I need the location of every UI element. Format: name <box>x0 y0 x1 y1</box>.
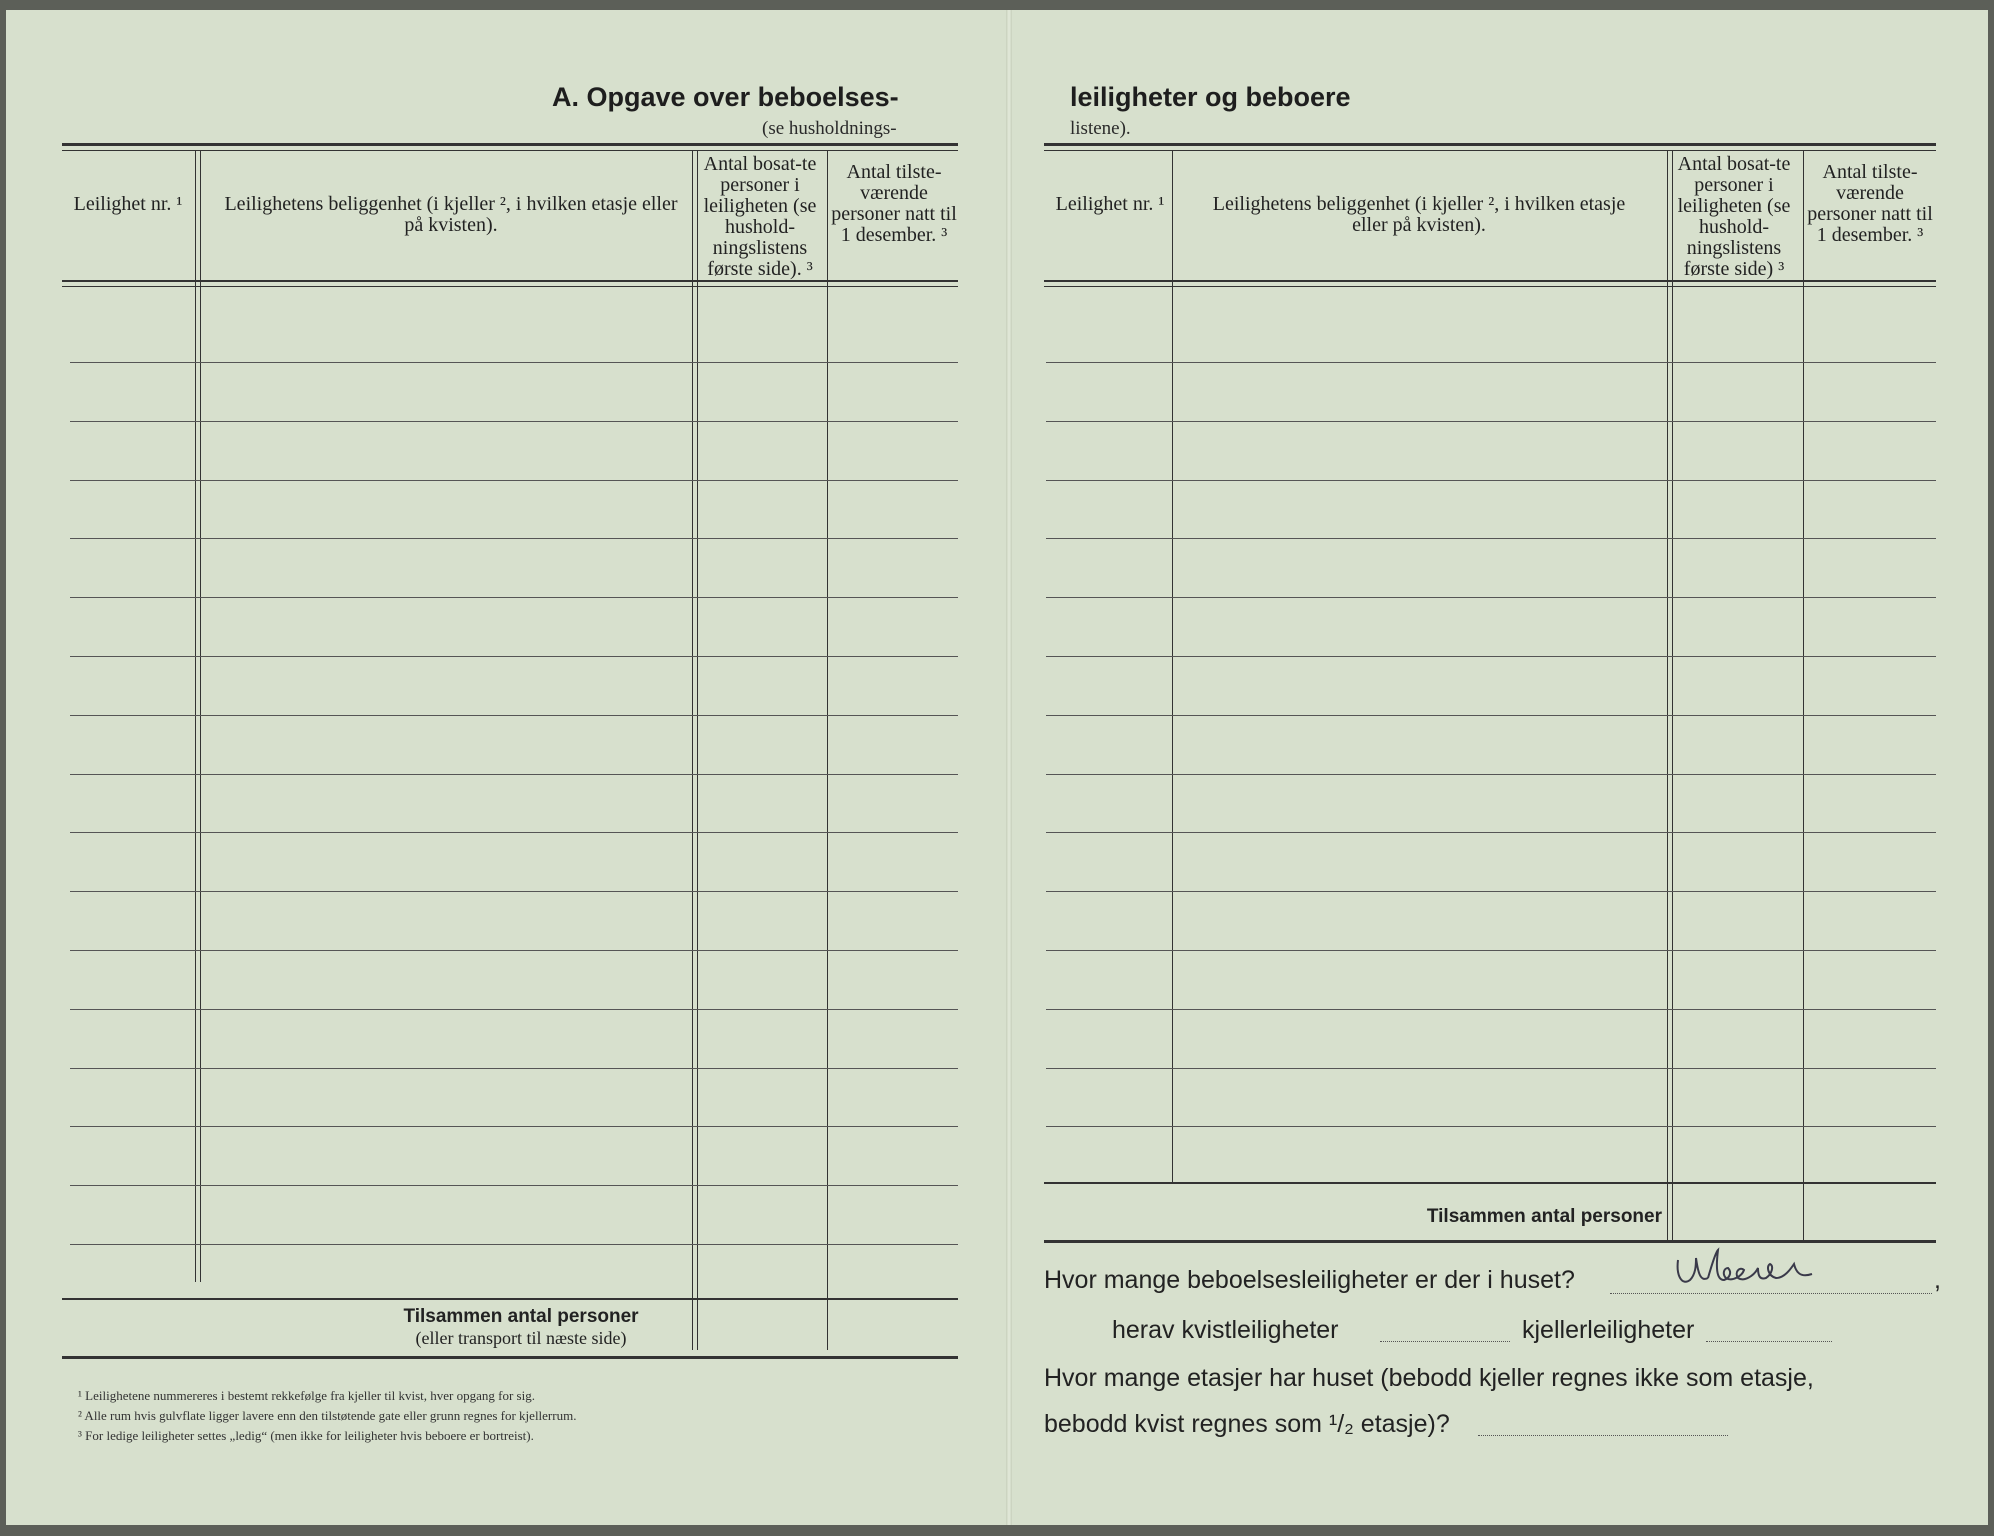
right-title: leiligheter og beboere <box>1070 82 1351 112</box>
header-top-rule <box>62 143 958 146</box>
header-top-rule-thin <box>62 150 958 151</box>
table-row-line <box>70 538 958 539</box>
table-row-line <box>70 362 958 363</box>
table-row-line <box>1046 832 1936 833</box>
question-attic-apartments: herav kvistleiligheter <box>1112 1316 1339 1344</box>
table-row-line <box>70 1244 958 1245</box>
table-row-line <box>1046 1126 1936 1127</box>
question-floors-line2: bebodd kvist regnes som ¹/₂ etasje)? <box>1044 1410 1450 1438</box>
left-col-divider-3 <box>827 150 828 1350</box>
right-total-bottom-rule <box>1044 1240 1936 1243</box>
left-header-location: Leilighetens beliggenhet (i kjeller ², i hvilken etasje eller på kvisten). <box>224 193 678 236</box>
left-col-divider-2 <box>692 150 693 1350</box>
answer-line-basement[interactable] <box>1706 1340 1832 1342</box>
left-total-top-rule <box>62 1298 958 1300</box>
table-row-line <box>1046 480 1936 481</box>
answer-line-floors[interactable] <box>1478 1434 1728 1436</box>
left-header-residents: Antal bosat-te personer i leiligheten (se hushold-ningslistens første side). ³ <box>703 153 817 280</box>
table-row-line <box>1046 891 1936 892</box>
right-col-divider-2b <box>1672 150 1673 1242</box>
question-apartment-count-end: , <box>1934 1266 1941 1294</box>
table-row-line <box>70 1009 958 1010</box>
table-row-line <box>1046 538 1936 539</box>
table-row-line <box>70 421 958 422</box>
footnote-1: ¹ Leilighetene nummereres i bestemt rekkefølge fra kjeller til kvist, hver opgang for sig. <box>78 1388 535 1403</box>
header-bottom-rule-thin <box>62 286 958 287</box>
right-header-residents: Antal bosat-te personer i leiligheten (se hushold-ningslistens første side) ³ <box>1677 153 1791 280</box>
table-row-line <box>70 950 958 951</box>
right-header-present: Antal tilste-værende personer natt til 1 desember. ³ <box>1807 161 1933 246</box>
right-col-divider-3 <box>1803 150 1804 1242</box>
right-header-location: Leilighetens beliggenhet (i kjeller ², i hvilken etasje eller på kvisten). <box>1212 193 1626 236</box>
left-col-divider-2b <box>697 150 698 1350</box>
census-form-sheet <box>6 10 1988 1525</box>
left-page <box>6 10 1006 1525</box>
left-header-present: Antal tilste-værende personer natt til 1 desember. ³ <box>831 161 957 246</box>
table-row-line <box>1046 421 1936 422</box>
table-row-line <box>70 480 958 481</box>
footnote-2: ² Alle rum hvis gulvflate ligger lavere enn den tilstøtende gate eller grunn regnes for kjellerrum. <box>78 1408 577 1423</box>
left-total-sublabel: (eller transport til næste side) <box>415 1328 627 1348</box>
table-row-line <box>70 1185 958 1186</box>
table-row-line <box>70 597 958 598</box>
table-row-line <box>1046 656 1936 657</box>
left-col-divider-1 <box>195 150 196 1282</box>
right-page <box>1012 10 1988 1525</box>
table-row-line <box>1046 774 1936 775</box>
question-apartment-count: Hvor mange beboelsesleiligheter er der i huset? <box>1044 1266 1575 1294</box>
table-row-line <box>70 891 958 892</box>
left-header-apartment-no: Leilighet nr. ¹ <box>73 193 183 215</box>
handwritten-answer-ubeboet <box>1672 1246 1872 1296</box>
right-col-divider-1 <box>1172 150 1173 1182</box>
left-title: A. Opgave over beboelses- <box>552 82 899 112</box>
right-header-apartment-no: Leilighet nr. ¹ <box>1055 193 1165 215</box>
footnote-3: ³ For ledige leiligheter settes „ledig“ (men ikke for leiligheter hvis beboere er bortreist). <box>78 1428 534 1443</box>
question-basement-apartments: kjellerleiligheter <box>1522 1316 1695 1344</box>
right-total-top-rule <box>1044 1182 1936 1184</box>
answer-line-attic[interactable] <box>1380 1340 1510 1342</box>
table-row-line <box>1046 1009 1936 1010</box>
right-col-divider-2 <box>1667 150 1668 1242</box>
question-floors-line1: Hvor mange etasjer har huset (bebodd kjeller regnes ikke som etasje, <box>1044 1364 1814 1392</box>
right-total-label: Tilsammen antal personer <box>1426 1206 1662 1227</box>
right-header-top-rule <box>1044 143 1936 146</box>
left-col-divider-1b <box>200 150 201 1282</box>
table-row-line <box>1046 597 1936 598</box>
table-row-line <box>1046 950 1936 951</box>
table-row-line <box>70 656 958 657</box>
left-total-bottom-rule <box>62 1356 958 1359</box>
table-row-line <box>1046 715 1936 716</box>
right-subtitle: listene). <box>1070 118 1131 139</box>
left-total-label: Tilsammen antal personer <box>403 1306 639 1327</box>
header-bottom-rule <box>62 280 958 282</box>
table-row-line <box>70 715 958 716</box>
table-row-line <box>1046 362 1936 363</box>
table-row-line <box>70 832 958 833</box>
table-row-line <box>1046 1068 1936 1069</box>
left-subtitle: (se husholdnings- <box>762 118 897 139</box>
table-row-line <box>70 774 958 775</box>
table-row-line <box>70 1126 958 1127</box>
table-row-line <box>70 1068 958 1069</box>
